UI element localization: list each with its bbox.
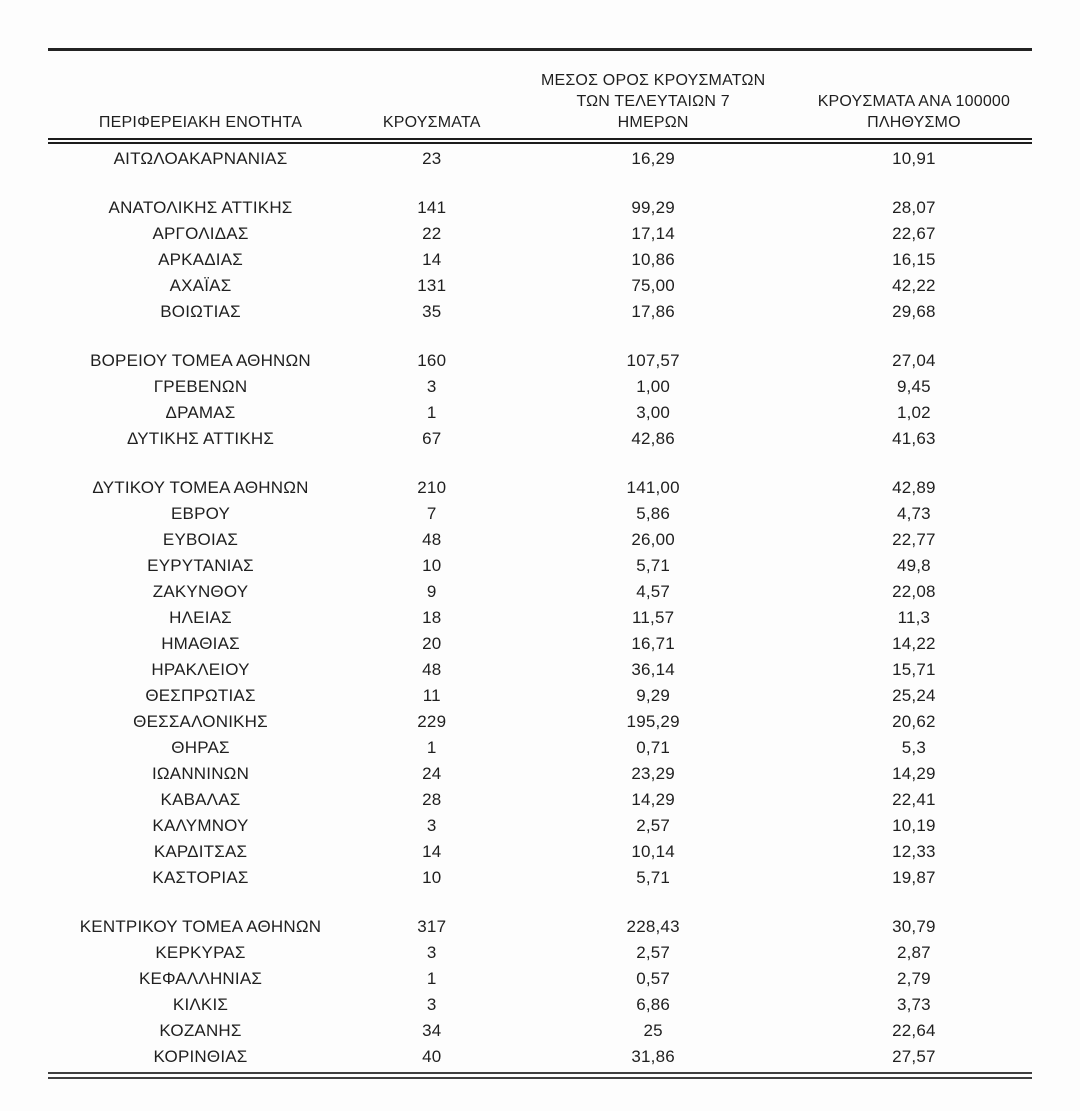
region-cell: ΚΟΖΑΝΗΣ: [159, 1021, 242, 1040]
avg7-cell: 5,71: [636, 556, 671, 575]
table-row: [48, 1018, 1032, 1044]
cases-cell: 22: [422, 224, 442, 243]
table-row: [48, 221, 1032, 247]
avg7-cell: 17,14: [631, 224, 675, 243]
table-row: [48, 553, 1032, 579]
avg7-cell: 2,57: [636, 816, 671, 835]
avg7-cell: 11,57: [632, 608, 675, 627]
per100k-cell: 42,89: [892, 478, 936, 497]
avg7-cell: 31,86: [631, 1047, 675, 1066]
per100k-cell: 27,04: [892, 351, 936, 370]
table-row: [48, 1044, 1032, 1070]
avg7-cell: 42,86: [631, 429, 675, 448]
per100k-cell: 30,79: [892, 917, 936, 936]
region-cell: ΘΕΣΠΡΩΤΙΑΣ: [145, 686, 256, 705]
per100k-cell: 15,71: [892, 660, 936, 679]
table-row: [48, 527, 1032, 553]
region-cell: ΕΒΡΟΥ: [171, 504, 231, 523]
per100k-cell: 42,22: [892, 276, 936, 295]
table-row: [48, 992, 1032, 1018]
table-header-row: [48, 51, 1032, 144]
per100k-cell: 19,87: [892, 868, 936, 887]
region-cell: ΕΥΒΟΙΑΣ: [162, 530, 239, 549]
table-row: [48, 813, 1032, 839]
per100k-cell: 25,24: [892, 686, 936, 705]
table-row: [48, 273, 1032, 299]
per100k-cell: 5,3: [901, 738, 927, 757]
per100k-cell: 16,15: [892, 250, 936, 269]
cases-cell: 23: [422, 149, 442, 168]
per100k-cell: 22,64: [892, 1021, 936, 1040]
avg7-cell: 0,57: [636, 969, 671, 988]
table-row: [48, 579, 1032, 605]
region-cell: ΑΙΤΩΛΟΑΚΑΡΝΑΝΙΑΣ: [113, 149, 288, 168]
region-cell: ΙΩΑΝΝΙΝΩΝ: [151, 764, 250, 783]
table-row: [48, 966, 1032, 992]
cases-cell: 67: [422, 429, 442, 448]
region-cell: ΗΜΑΘΙΑΣ: [161, 634, 240, 653]
cases-cell: 35: [422, 302, 442, 321]
region-cell: ΒΟΙΩΤΙΑΣ: [160, 302, 241, 321]
col-header-line: ΜΕΣΟΣ ΟΡΟΣ ΚΡΟΥΣΜΑΤΩΝ: [540, 72, 766, 89]
per100k-cell: 2,87: [896, 943, 931, 962]
cases-cell: 28: [422, 790, 442, 809]
region-cell: ΖΑΚΥΝΘΟΥ: [152, 582, 249, 601]
avg7-cell: 9,29: [636, 686, 671, 705]
col-header-line: ΠΕΡΙΦΕΡΕΙΑΚΗ ΕΝΟΤΗΤΑ: [98, 114, 303, 131]
region-cell: ΚΑΣΤΟΡΙΑΣ: [152, 868, 249, 887]
region-cell: ΒΟΡΕΙΟΥ ΤΟΜΕΑ ΑΘΗΝΩΝ: [90, 351, 311, 370]
table-row: [48, 247, 1032, 273]
per100k-cell: 41,63: [892, 429, 936, 448]
cases-cell: 229: [417, 712, 447, 731]
cases-cell: 3: [426, 377, 437, 396]
region-cell: ΕΥΡΥΤΑΝΙΑΣ: [147, 556, 254, 575]
avg7-cell: 36,14: [631, 660, 675, 679]
table-row: [48, 735, 1032, 761]
region-cell: ΚΕΦΑΛΛΗΝΙΑΣ: [138, 969, 263, 988]
col-header-line: ΚΡΟΥΣΜΑΤΑ ΑΝΑ 100000: [817, 93, 1011, 110]
avg7-cell: 228,43: [626, 917, 680, 936]
avg7-cell: 5,86: [636, 504, 671, 523]
cases-cell: 131: [417, 276, 447, 295]
region-cell: ΗΡΑΚΛΕΙΟΥ: [151, 660, 250, 679]
table-row: [48, 631, 1032, 657]
region-cell: ΔΥΤΙΚΗΣ ΑΤΤΙΚΗΣ: [126, 429, 275, 448]
col-header-region: [48, 51, 353, 138]
cases-cell: 1: [426, 738, 437, 757]
col-header-line: ΚΡΟΥΣΜΑΤΑ: [382, 114, 481, 131]
cases-cell: 160: [417, 351, 447, 370]
region-cell: ΚΑΛΥΜΝΟΥ: [152, 816, 249, 835]
cases-cell: 3: [426, 816, 437, 835]
avg7-cell: 10,14: [631, 842, 675, 861]
col-header-avg_7day: [510, 51, 795, 138]
col-header-per_100k: [796, 51, 1032, 138]
per100k-cell: 22,08: [892, 582, 936, 601]
avg7-cell: 14,29: [631, 790, 675, 809]
region-cell: ΑΧΑΪΑΣ: [169, 276, 232, 295]
per100k-cell: 10,91: [892, 149, 936, 168]
cases-cell: 34: [422, 1021, 442, 1040]
per100k-cell: 27,57: [892, 1047, 936, 1066]
avg7-cell: 0,71: [636, 738, 671, 757]
cases-cell: 9: [426, 582, 437, 601]
region-cell: ΚΙΛΚΙΣ: [172, 995, 229, 1014]
table-row: [48, 761, 1032, 787]
region-cell: ΘΗΡΑΣ: [171, 738, 230, 757]
table-row: [48, 657, 1032, 683]
cases-cell: 210: [417, 478, 447, 497]
cases-cell: 11: [422, 686, 441, 705]
table-row: [48, 914, 1032, 940]
region-cell: ΓΡΕΒΕΝΩΝ: [153, 377, 248, 396]
region-cell: ΑΡΚΑΔΙΑΣ: [158, 250, 243, 269]
region-cell: ΚΕΝΤΡΙΚΟΥ ΤΟΜΕΑ ΑΘΗΝΩΝ: [79, 917, 322, 936]
per100k-cell: 14,22: [892, 634, 936, 653]
col-header-line: ΠΛΗΘΥΣΜΟ: [867, 114, 961, 131]
table-row: [48, 839, 1032, 865]
avg7-cell: 16,71: [631, 634, 675, 653]
avg7-cell: 1,00: [636, 377, 671, 396]
cases-cell: 10: [422, 556, 442, 575]
per100k-cell: 9,45: [896, 377, 931, 396]
cases-cell: 1: [426, 403, 437, 422]
avg7-cell: 195,29: [626, 712, 680, 731]
per100k-cell: 22,41: [892, 790, 936, 809]
cases-cell: 18: [422, 608, 442, 627]
region-cell: ΑΡΓΟΛΙΔΑΣ: [152, 224, 249, 243]
col-header-line: ΤΩΝ ΤΕΛΕΥΤΑΙΩΝ 7: [576, 93, 730, 110]
cases-cell: 14: [422, 842, 442, 861]
cases-cell: 141: [417, 198, 447, 217]
table-row: [48, 426, 1032, 452]
avg7-cell: 3,00: [636, 403, 671, 422]
region-cell: ΑΝΑΤΟΛΙΚΗΣ ΑΤΤΙΚΗΣ: [108, 198, 293, 217]
cases-cell: 20: [422, 634, 442, 653]
cases-cell: 7: [426, 504, 437, 523]
avg7-cell: 107,57: [626, 351, 680, 370]
cases-cell: 40: [422, 1047, 442, 1066]
cases-cell: 24: [422, 764, 442, 783]
table-row: [48, 299, 1032, 325]
avg7-cell: 10,86: [631, 250, 675, 269]
avg7-cell: 6,86: [636, 995, 671, 1014]
table-row: [48, 940, 1032, 966]
avg7-cell: 17,86: [631, 302, 675, 321]
avg7-cell: 26,00: [631, 530, 675, 549]
per100k-cell: 14,29: [892, 764, 936, 783]
region-cell: ΚΕΡΚΥΡΑΣ: [155, 943, 246, 962]
col-header-cases: [353, 51, 510, 138]
cases-cell: 14: [422, 250, 442, 269]
avg7-cell: 16,29: [631, 149, 675, 168]
per100k-cell: 49,8: [896, 556, 931, 575]
table-row: [48, 146, 1032, 172]
region-cell: ΔΥΤΙΚΟΥ ΤΟΜΕΑ ΑΘΗΝΩΝ: [92, 478, 309, 497]
cases-cell: 1: [426, 969, 437, 988]
per100k-cell: 29,68: [892, 302, 936, 321]
table-row: [48, 374, 1032, 400]
table-body: [48, 144, 1032, 1079]
per100k-cell: 1,02: [896, 403, 931, 422]
region-cell: ΔΡΑΜΑΣ: [165, 403, 236, 422]
avg7-cell: 2,57: [636, 943, 671, 962]
per100k-cell: 22,77: [892, 530, 936, 549]
table-row: [48, 787, 1032, 813]
table-row: [48, 348, 1032, 374]
per100k-cell: 4,73: [896, 504, 931, 523]
avg7-cell: 141,00: [626, 478, 680, 497]
per100k-cell: 12,33: [892, 842, 936, 861]
per100k-cell: 22,67: [892, 224, 936, 243]
col-header-line: ΗΜΕΡΩΝ: [617, 114, 689, 131]
table-row: [48, 683, 1032, 709]
table-row: [48, 605, 1032, 631]
table-row: [48, 195, 1032, 221]
per100k-cell: 28,07: [892, 198, 936, 217]
avg7-cell: 99,29: [631, 198, 675, 217]
cases-cell: 48: [422, 660, 442, 679]
cases-cell: 3: [426, 995, 437, 1014]
cases-cell: 317: [417, 917, 447, 936]
region-cell: ΚΑΒΑΛΑΣ: [160, 790, 241, 809]
table-row: [48, 501, 1032, 527]
avg7-cell: 5,71: [636, 868, 671, 887]
region-cell: ΗΛΕΙΑΣ: [169, 608, 232, 627]
per100k-cell: 3,73: [896, 995, 931, 1014]
table-row: [48, 475, 1032, 501]
per100k-cell: 20,62: [892, 712, 936, 731]
avg7-cell: 4,57: [636, 582, 671, 601]
region-cell: ΚΑΡΔΙΤΣΑΣ: [153, 842, 248, 861]
avg7-cell: 25: [643, 1021, 663, 1040]
per100k-cell: 2,79: [896, 969, 931, 988]
avg7-cell: 75,00: [631, 276, 675, 295]
cases-cell: 48: [422, 530, 442, 549]
cases-cell: 3: [426, 943, 437, 962]
regional-cases-table: [48, 48, 1032, 1079]
table-row: [48, 865, 1032, 891]
per100k-cell: 10,19: [892, 816, 936, 835]
cases-cell: 10: [422, 868, 442, 887]
per100k-cell: 11,3: [897, 608, 931, 627]
avg7-cell: 23,29: [631, 764, 675, 783]
table-row: [48, 709, 1032, 735]
region-cell: ΘΕΣΣΑΛΟΝΙΚΗΣ: [133, 712, 268, 731]
region-cell: ΚΟΡΙΝΘΙΑΣ: [153, 1047, 248, 1066]
table-row: [48, 400, 1032, 426]
